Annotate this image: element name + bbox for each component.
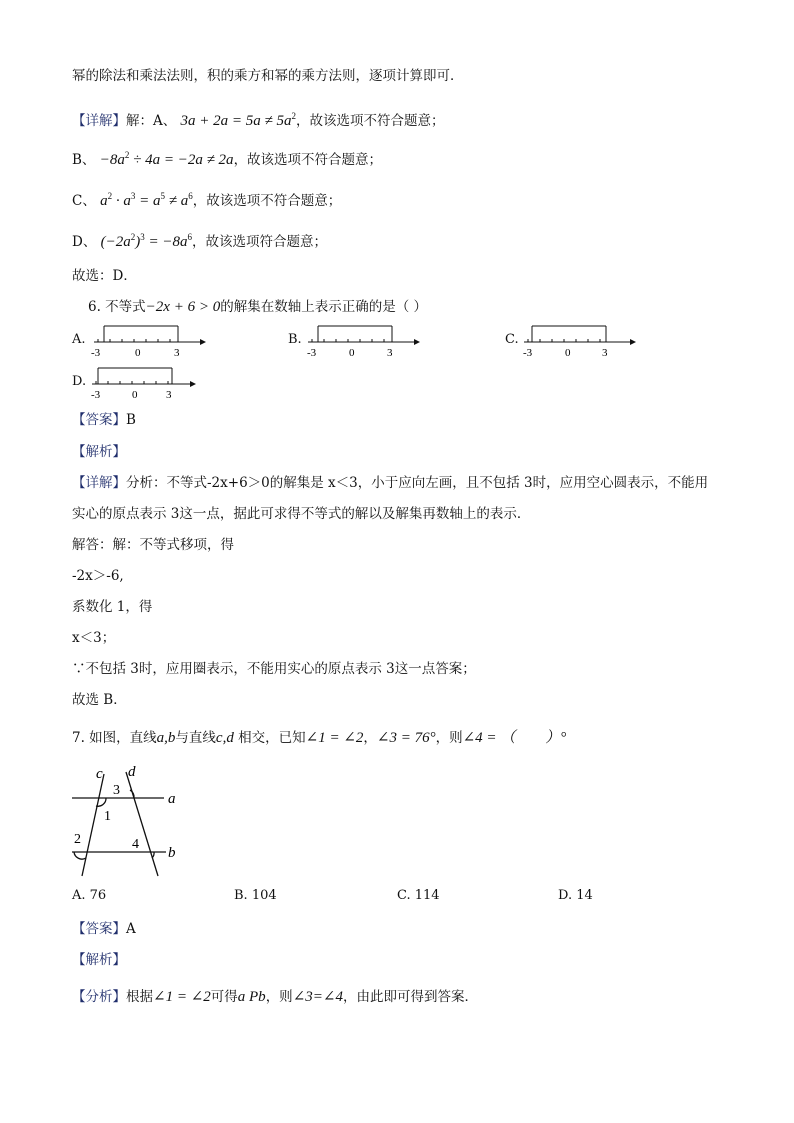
q7-fenxi: 【分析】根据∠1 = ∠2可得a Pb，则∠3=∠4，由此即可得到答案． — [72, 989, 478, 1005]
tail-b: ，故该选项不符合题意； — [233, 152, 383, 168]
q6-step-5: ∵不包括 3时，应用圈表示，不能用实心的原点表示 3这一点答案； — [72, 661, 476, 677]
q7-figure — [66, 760, 196, 882]
tail-a: ，故该选项不符合题意； — [296, 113, 445, 129]
q6-option-a-label: A. — [72, 332, 86, 347]
tick-label: 3 — [387, 347, 393, 359]
tick-label: 0 — [132, 389, 138, 401]
q7-answer: 【答案】A — [72, 921, 136, 937]
q7-option-d: D. 14 — [558, 888, 593, 903]
expr-d: $(-2a^2)^3 = -8a^6$ — [100, 232, 192, 250]
tick-label: -3 — [91, 347, 101, 359]
q5-detail-d — [72, 227, 327, 252]
q7-stem: 7. 如图，直线a,b与直线c,d 相交，已知∠1 = ∠2，∠3 = 76°，则∠4 = （ ）° — [72, 730, 567, 746]
q7-analysis-tag: 【解析】 — [72, 952, 126, 968]
intro-text: 幂的除法和乘法法则，积的乘方和幂的乘方法则，逐项计算即可． — [72, 68, 464, 84]
q7-option-a: A. 76 — [72, 888, 107, 903]
q6-option-c-label: C. — [505, 332, 519, 347]
tick-label: 0 — [135, 347, 141, 359]
q6-option-d-numberline — [86, 362, 206, 404]
label-a: a — [168, 791, 176, 807]
expr-a: $3a + 2a = 5a \ne 5a^2$ — [180, 111, 297, 129]
label-angle-1: 1 — [104, 809, 111, 824]
q5-detail-c — [72, 186, 341, 211]
q6-step-4: x＜3； — [72, 630, 116, 646]
q6-step-2: -2x＞-6, — [72, 568, 124, 584]
q7-option-c: C. 114 — [397, 888, 440, 903]
option-d-lead: D、 — [72, 234, 97, 250]
label-angle-4: 4 — [132, 837, 139, 852]
label-c: c — [96, 766, 103, 782]
q6-option-c-numberline — [518, 320, 638, 362]
detail-lead: 解：A、 — [126, 113, 177, 129]
q6-step-3: 系数化 1，得 — [72, 599, 153, 615]
label-d: d — [128, 764, 136, 780]
q7-option-b: B. 104 — [234, 888, 277, 903]
option-c-lead: C、 — [72, 193, 96, 209]
option-b-lead: B、 — [72, 152, 96, 168]
tick-label: 0 — [349, 347, 355, 359]
tick-label: 3 — [166, 389, 172, 401]
q6-detail-2: 实心的原点表示 3这一点，据此可求得不等式的解以及解集再数轴上的表示． — [72, 506, 531, 522]
tick-label: -3 — [307, 347, 317, 359]
q5-detail-b — [72, 145, 382, 170]
q5-detail-a — [72, 106, 445, 131]
expr-b: $-8a^2 \div 4a = -2a \ne 2a$ — [99, 150, 234, 168]
label-angle-2: 2 — [74, 832, 81, 847]
q6-option-b-label: B. — [288, 332, 302, 347]
q6-option-b-numberline — [302, 320, 422, 362]
q6-detail-1: 【详解】分析：不等式-2x+6＞0的解集是 x＜3，小于应向左画，且不包括 3时，应用空心圆表示，不能用 — [72, 475, 709, 491]
q6-step-1: 解答：解：不等式移项，得 — [72, 537, 234, 553]
tick-label: -3 — [523, 347, 533, 359]
q6-analysis-tag: 【解析】 — [72, 444, 126, 460]
q6-stem: 6. 不等式−2x + 6 > 0的解集在数轴上表示正确的是（ ） — [88, 299, 427, 315]
tail-c: ，故该选项不符合题意； — [192, 193, 342, 209]
q6-answer: 【答案】B — [72, 412, 136, 428]
tick-label: 0 — [565, 347, 571, 359]
label-b: b — [168, 845, 176, 861]
q6-choose: 故选 B． — [72, 692, 127, 708]
label-angle-3: 3 — [113, 783, 120, 798]
q6-option-d-label: D. — [72, 374, 87, 389]
tick-label: 3 — [602, 347, 608, 359]
expr-c: $a^2 \cdot a^3 = a^5 \ne a^6$ — [100, 191, 193, 209]
tick-label: 3 — [174, 347, 180, 359]
tail-d: ，故该选项符合题意； — [192, 234, 327, 250]
detail-tag: 【详解】 — [72, 113, 126, 129]
q5-choose: 故选：D． — [72, 268, 137, 284]
q6-option-a-numberline — [88, 320, 208, 362]
tick-label: -3 — [91, 389, 101, 401]
